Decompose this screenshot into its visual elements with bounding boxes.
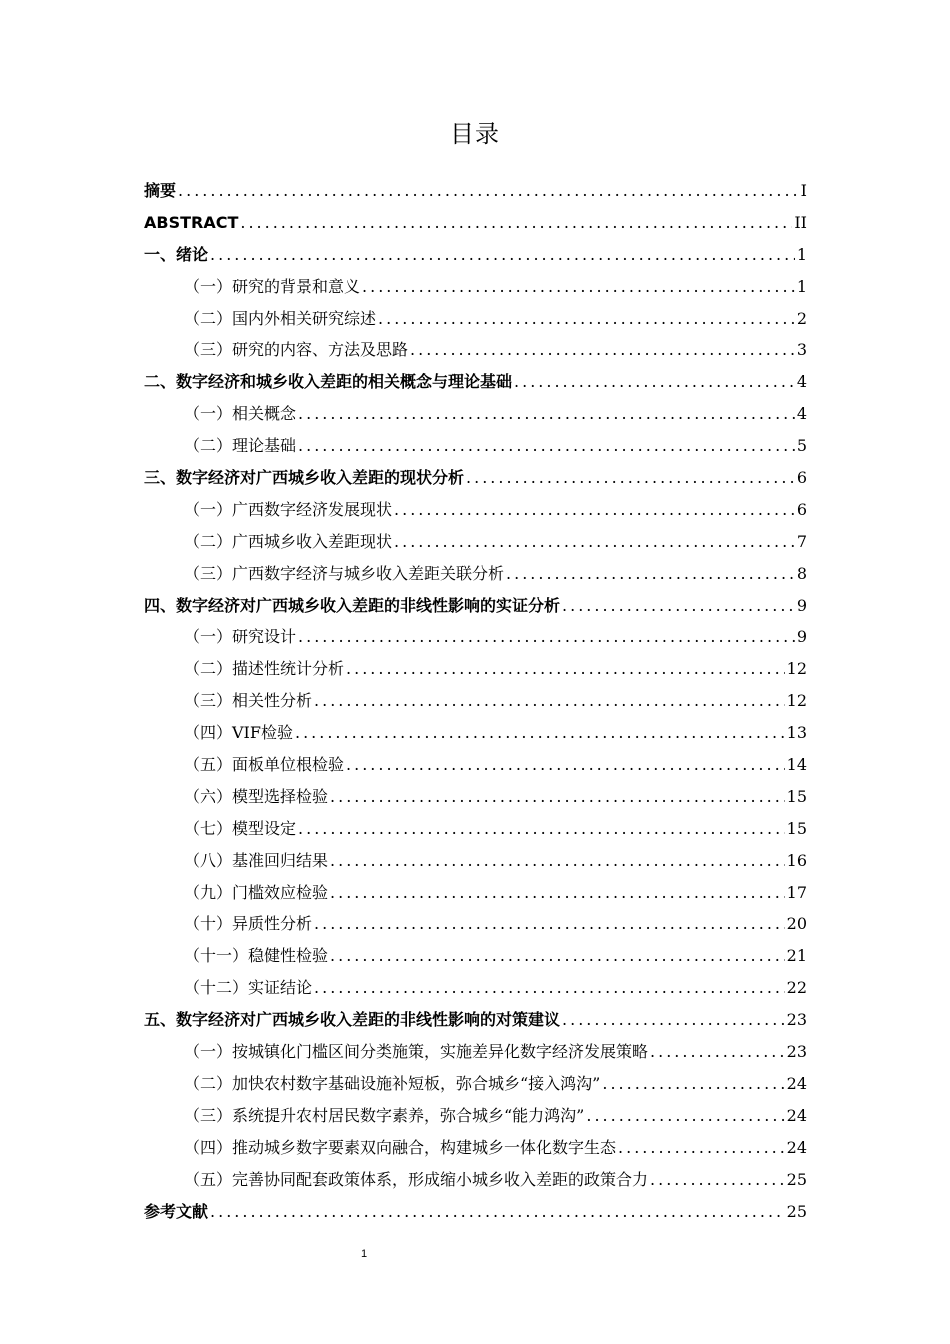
toc-dot-leader: [394, 526, 795, 558]
toc-entry-title: （一）广西数字经济发展现状: [184, 499, 393, 519]
toc-entry-title: 摘要: [144, 181, 177, 200]
toc-dot-leader: [210, 1196, 785, 1228]
toc-entry-page: 9: [796, 627, 807, 647]
toc-section-entry[interactable]: [144, 271, 807, 303]
toc-entry-page: 15: [786, 818, 807, 838]
toc-entry-page: 6: [796, 468, 807, 488]
toc-entry-page: 15: [786, 786, 807, 806]
toc-dot-leader: [394, 494, 795, 526]
toc-dot-leader: [506, 558, 795, 590]
toc-dot-leader: [314, 908, 785, 940]
toc-section-entry[interactable]: [144, 398, 807, 430]
toc-section-entry[interactable]: [144, 877, 807, 909]
toc-section-entry[interactable]: [144, 303, 807, 335]
toc-section-entry[interactable]: [144, 1132, 807, 1164]
toc-section-entry[interactable]: [144, 653, 807, 685]
toc-entry-page: 16: [786, 850, 807, 870]
toc-entry-title: （五）完善协同配套政策体系，形成缩小城乡收入差距的政策合力: [184, 1169, 649, 1189]
toc-dot-leader: [330, 845, 785, 877]
toc-entry-page: 1: [796, 276, 807, 296]
toc-entry-title: （九）门槛效应检验: [184, 882, 329, 902]
toc-dot-leader: [298, 430, 795, 462]
toc-section-entry[interactable]: [144, 1036, 807, 1068]
toc-section-entry[interactable]: [144, 1164, 807, 1196]
toc-entry-title: 一、绪论: [144, 244, 209, 264]
toc-dot-leader: [330, 781, 785, 813]
toc-dot-leader: [330, 877, 785, 909]
toc-chapter-entry[interactable]: [144, 462, 807, 494]
toc-entry-title: 五、数字经济对广西城乡收入差距的非线性影响的对策建议: [144, 1010, 561, 1030]
toc-entry-page: 22: [786, 978, 807, 998]
toc-chapter-entry[interactable]: [144, 207, 807, 239]
toc-dot-leader: [562, 590, 795, 622]
page-number: 1: [360, 1248, 368, 1260]
toc-entry-title: （七）模型设定: [184, 818, 297, 838]
toc-dot-leader: [178, 175, 799, 207]
toc-dot-leader: [514, 366, 795, 398]
toc-entry-title: （一）研究设计: [184, 627, 297, 647]
toc-dot-leader: [298, 398, 795, 430]
toc-dot-leader: [650, 1164, 785, 1196]
toc-dot-leader: [586, 1100, 784, 1132]
toc-entry-title: （八）基准回归结果: [184, 850, 329, 870]
toc-chapter-entry[interactable]: [144, 175, 807, 207]
toc-dot-leader: [314, 685, 785, 717]
toc-section-entry[interactable]: [144, 749, 807, 781]
toc-entry-title: （四）VIF检验: [184, 723, 293, 743]
toc-dot-leader: [362, 271, 795, 303]
table-of-contents: [144, 175, 807, 1227]
toc-entry-page: 8: [796, 563, 807, 583]
toc-section-entry[interactable]: [144, 621, 807, 653]
toc-section-entry[interactable]: [144, 1068, 807, 1100]
toc-dot-leader: [618, 1132, 785, 1164]
toc-dot-leader: [378, 303, 795, 335]
toc-section-entry[interactable]: [144, 1100, 807, 1132]
toc-entry-page: 24: [786, 1137, 807, 1157]
toc-entry-page: 4: [796, 372, 807, 392]
toc-entry-title: （十）异质性分析: [184, 914, 313, 934]
toc-entry-page: 24: [786, 1105, 807, 1125]
toc-entry-page: 24: [786, 1073, 807, 1093]
toc-dot-leader: [240, 207, 792, 239]
toc-entry-page: 1: [796, 244, 807, 264]
toc-dot-leader: [314, 972, 785, 1004]
toc-dot-leader: [650, 1036, 785, 1068]
toc-entry-title: ABSTRACT: [144, 212, 239, 232]
toc-entry-title: （十一）稳健性检验: [184, 946, 329, 966]
toc-entry-page: 12: [786, 659, 807, 679]
toc-entry-page: 13: [786, 723, 807, 743]
toc-entry-title: （三）研究的内容、方法及思路: [184, 340, 409, 360]
toc-dot-leader: [298, 813, 785, 845]
toc-section-entry[interactable]: [144, 717, 807, 749]
toc-section-entry[interactable]: [144, 685, 807, 717]
toc-entry-title: （二）描述性统计分析: [184, 659, 345, 679]
toc-section-entry[interactable]: [144, 908, 807, 940]
toc-chapter-entry[interactable]: [144, 590, 807, 622]
toc-entry-page: I: [800, 181, 807, 200]
toc-entry-page: 9: [796, 595, 807, 615]
toc-section-entry[interactable]: [144, 972, 807, 1004]
toc-dot-leader: [298, 621, 795, 653]
toc-section-entry[interactable]: [144, 334, 807, 366]
toc-entry-title: （一）研究的背景和意义: [184, 276, 361, 296]
toc-entry-title: 四、数字经济对广西城乡收入差距的非线性影响的实证分析: [144, 595, 561, 615]
toc-chapter-entry[interactable]: [144, 1196, 807, 1228]
toc-entry-title: （二）加快农村数字基础设施补短板，弥合城乡“接入鸿沟”: [184, 1073, 601, 1093]
toc-dot-leader: [346, 653, 785, 685]
toc-entry-title: 三、数字经济对广西城乡收入差距的现状分析: [144, 468, 465, 488]
toc-entry-title: （六）模型选择检验: [184, 786, 329, 806]
toc-entry-title: 参考文献: [144, 1201, 209, 1221]
toc-entry-title: 二、数字经济和城乡收入差距的相关概念与理论基础: [144, 372, 513, 392]
toc-entry-title: （一）按城镇化门槛区间分类施策，实施差异化数字经济发展策略: [184, 1042, 649, 1062]
toc-entry-page: 5: [796, 436, 807, 456]
toc-chapter-entry[interactable]: [144, 366, 807, 398]
toc-dot-leader: [210, 239, 795, 271]
toc-entry-title: （十二）实证结论: [184, 978, 313, 998]
toc-entry-title: （一）相关概念: [184, 404, 297, 424]
toc-dot-leader: [410, 334, 795, 366]
toc-section-entry[interactable]: [144, 430, 807, 462]
toc-dot-leader: [466, 462, 795, 494]
toc-entry-page: 25: [786, 1201, 807, 1221]
toc-entry-page: 17: [786, 882, 807, 902]
toc-entry-title: （三）相关性分析: [184, 691, 313, 711]
toc-entry-title: （三）系统提升农村居民数字素养，弥合城乡“能力鸿沟”: [184, 1105, 585, 1125]
toc-section-entry[interactable]: [144, 494, 807, 526]
toc-dot-leader: [562, 1004, 785, 1036]
toc-title: 目录: [450, 120, 500, 148]
toc-entry-title: （五）面板单位根检验: [184, 755, 345, 775]
toc-entry-title: （三）广西数字经济与城乡收入差距关联分析: [184, 563, 505, 583]
toc-entry-page: 12: [786, 691, 807, 711]
toc-entry-page: 23: [786, 1042, 807, 1062]
toc-entry-page: 20: [786, 914, 807, 934]
toc-entry-page: 4: [796, 404, 807, 424]
toc-section-entry[interactable]: [144, 558, 807, 590]
toc-entry-page: 23: [786, 1010, 807, 1030]
toc-dot-leader: [602, 1068, 784, 1100]
toc-entry-title: （二）理论基础: [184, 436, 297, 456]
toc-entry-page: 6: [796, 499, 807, 519]
toc-entry-page: II: [794, 212, 807, 232]
toc-entry-title: （二）广西城乡收入差距现状: [184, 531, 393, 551]
toc-section-entry[interactable]: [144, 940, 807, 972]
toc-section-entry[interactable]: [144, 845, 807, 877]
toc-dot-leader: [346, 749, 785, 781]
toc-entry-page: 21: [786, 946, 807, 966]
toc-dot-leader: [330, 940, 785, 972]
toc-entry-title: （二）国内外相关研究综述: [184, 308, 377, 328]
toc-section-entry[interactable]: [144, 781, 807, 813]
toc-entry-page: 7: [796, 531, 807, 551]
toc-dot-leader: [295, 717, 785, 749]
toc-chapter-entry[interactable]: [144, 1004, 807, 1036]
toc-entry-page: 3: [796, 340, 807, 360]
toc-entry-page: 25: [786, 1169, 807, 1189]
toc-entry-title: （四）推动城乡数字要素双向融合，构建城乡一体化数字生态: [184, 1137, 617, 1157]
toc-entry-page: 14: [786, 755, 807, 775]
toc-section-entry[interactable]: [144, 526, 807, 558]
toc-chapter-entry[interactable]: [144, 239, 807, 271]
toc-section-entry[interactable]: [144, 813, 807, 845]
toc-entry-page: 2: [796, 308, 807, 328]
